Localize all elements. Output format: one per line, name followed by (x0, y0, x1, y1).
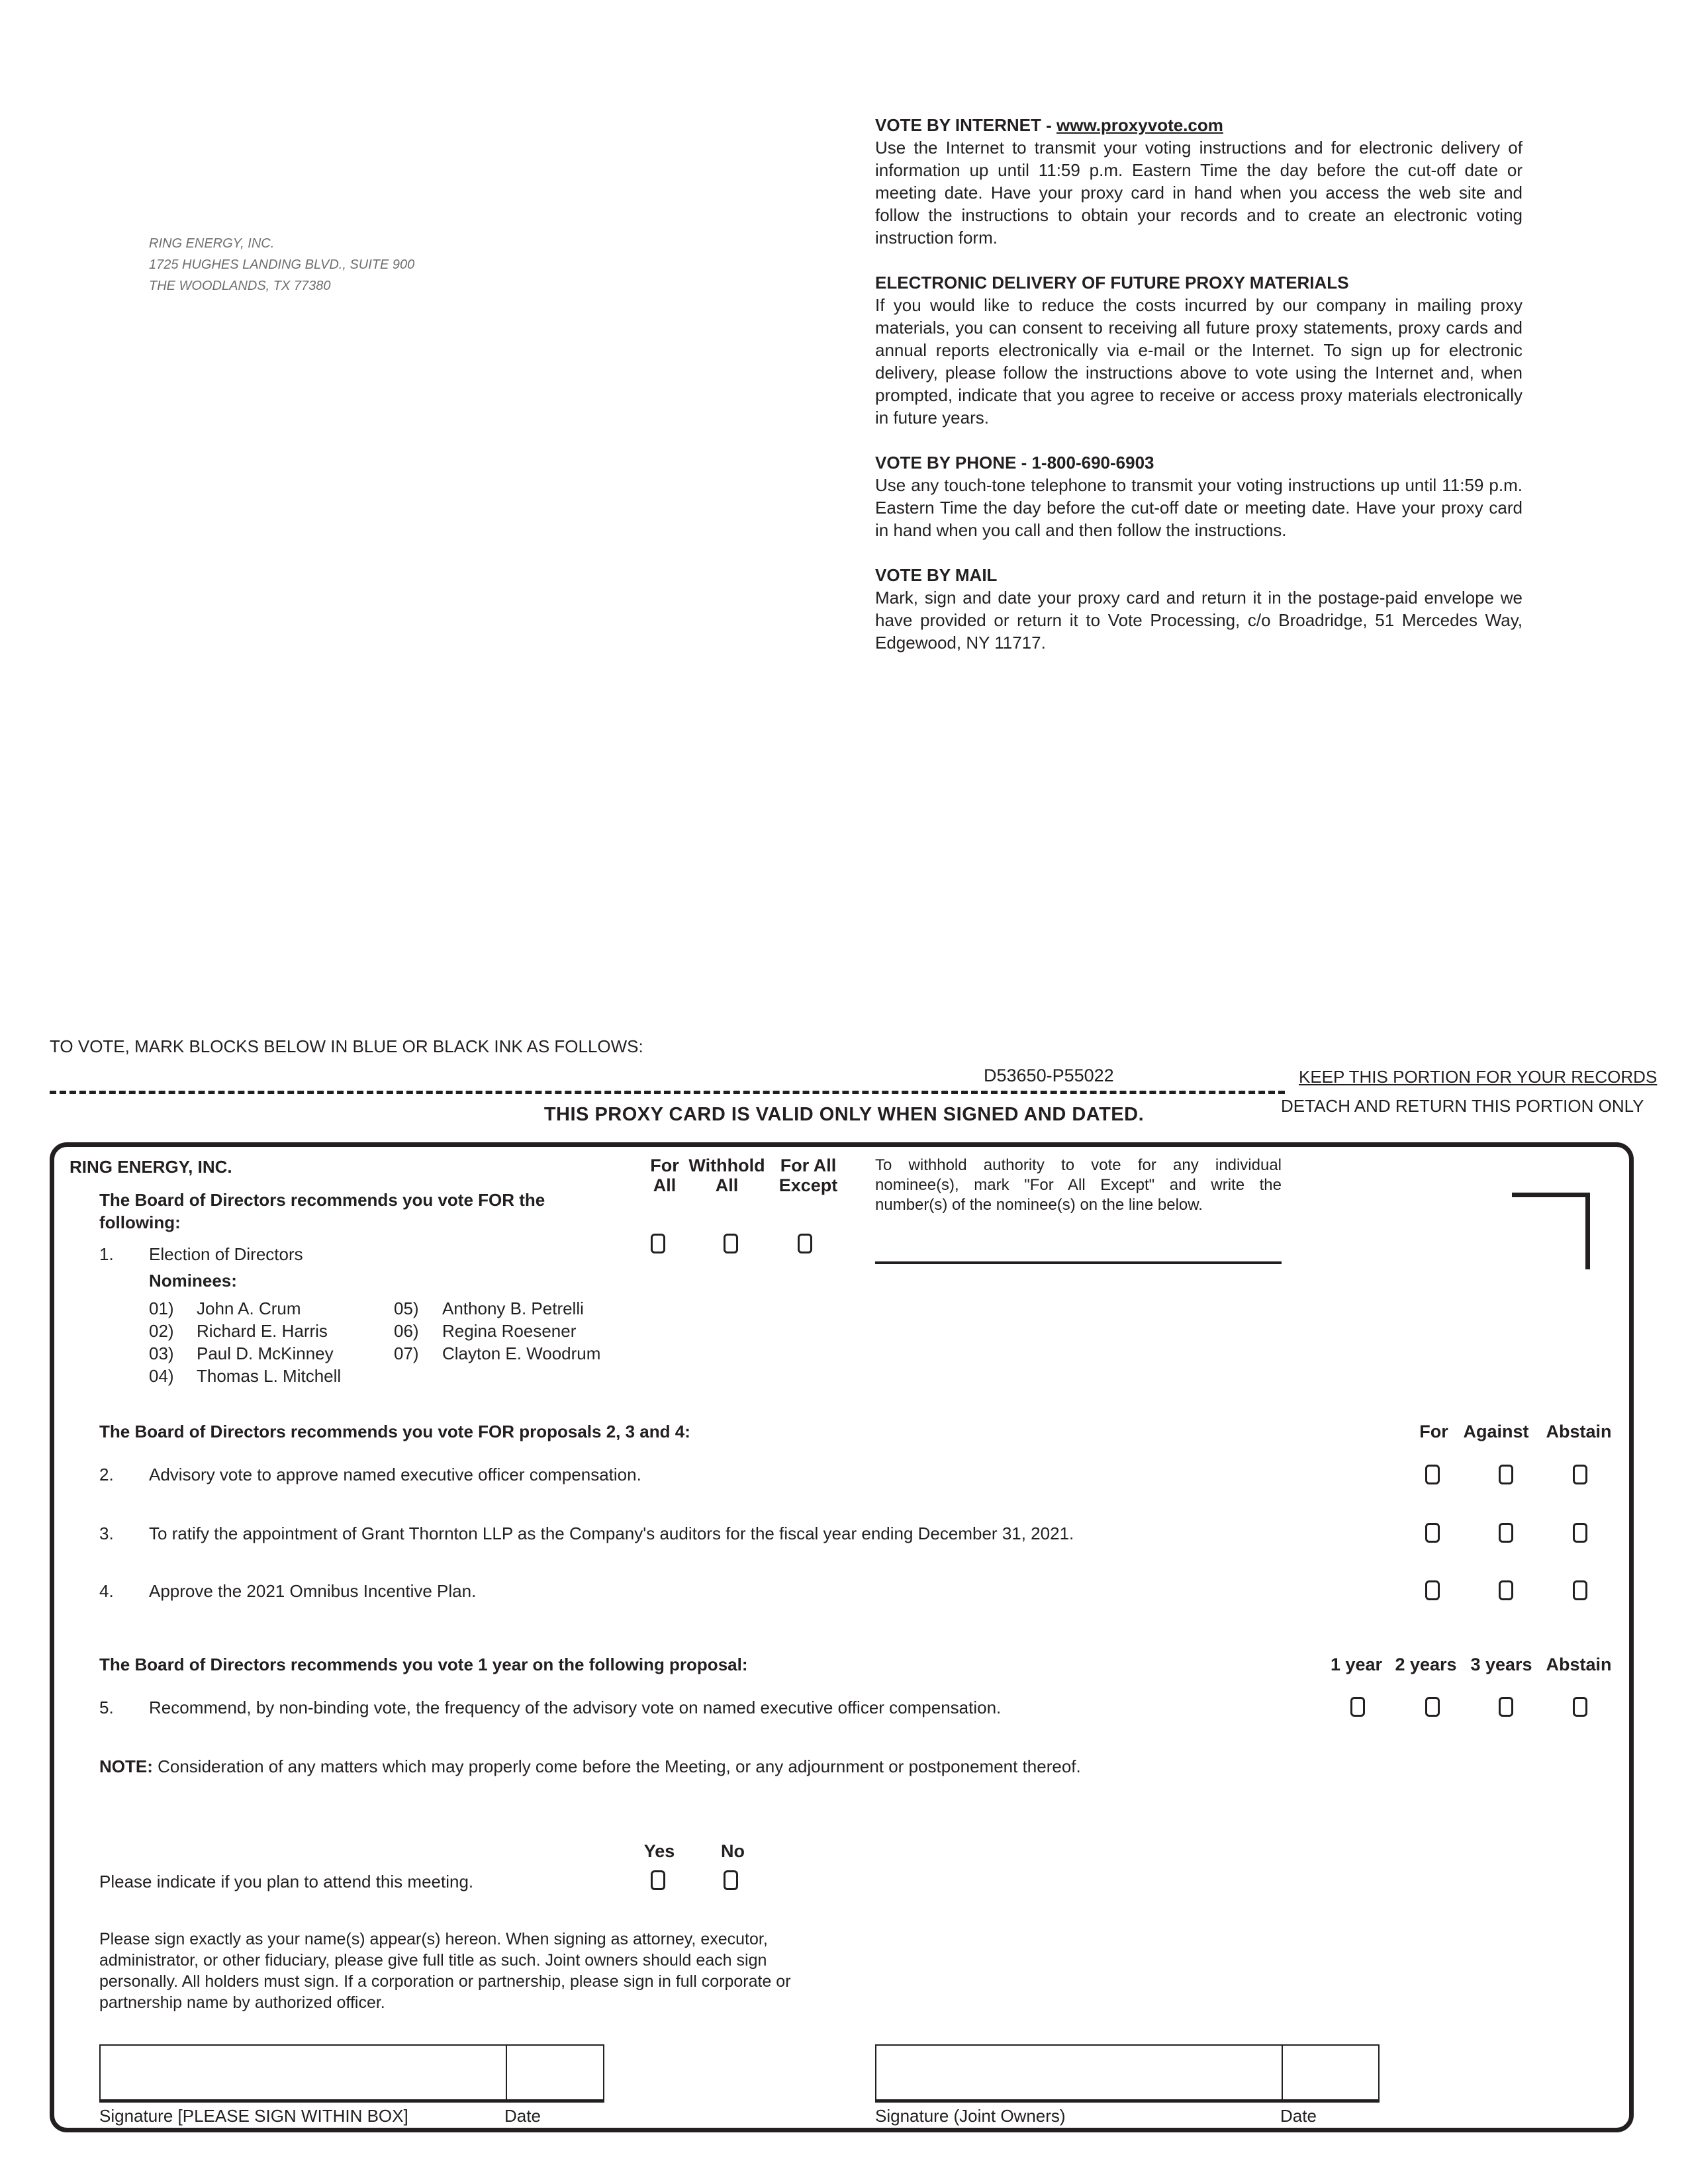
nominee-num: 05) (394, 1298, 419, 1318)
checkbox-attend-yes[interactable] (651, 1870, 665, 1890)
date-label: Date (504, 2106, 541, 2126)
joint-signature-date-divider (1282, 2046, 1283, 2099)
nominee-name: Regina Roesener (442, 1321, 577, 1341)
nominee-num: 07) (394, 1343, 419, 1363)
nominee-name: Clayton E. Woodrum (442, 1343, 601, 1363)
detach-line (50, 1091, 1285, 1094)
vote-by-mail (875, 564, 1523, 654)
checkbox-for-all[interactable] (651, 1234, 665, 1253)
col-withhold-all: Withhold All (688, 1156, 765, 1195)
joint-signature-box[interactable] (875, 2044, 1380, 2103)
sender-street: 1725 HUGHES LANDING BLVD., SUITE 900 (149, 257, 415, 272)
internet-body: Use the Internet to transmit your voting instructions and for electronic delivery of information up until 11:59 p.m. Eastern Time the day before the cut-off date or meeting date. Have your proxy card in hand when you access the web site and follow the instructions to obtain your records and to create an electronic voting instruction form. (875, 138, 1523, 248)
item1-text: Election of Directors (149, 1244, 303, 1264)
checkbox-withhold-all[interactable] (724, 1234, 738, 1253)
vote-by-phone (875, 451, 1523, 541)
keep-portion-label: KEEP THIS PORTION FOR YOUR RECORDS (1299, 1067, 1658, 1087)
proposal-3-text: To ratify the appointment of Grant Thornton LLP as the Company's auditors for the fiscal year ending December 31, 2021. (149, 1524, 1074, 1543)
nominee-num: 03) (149, 1343, 174, 1363)
checkbox-proposal4-abstain[interactable] (1573, 1580, 1587, 1600)
nominee-num: 02) (149, 1321, 174, 1341)
board-recommendation-2: The Board of Directors recommends you vote FOR proposals 2, 3 and 4: (99, 1422, 690, 1441)
item1-number: 1. (99, 1244, 114, 1264)
proposal-2-number: 2. (99, 1465, 114, 1484)
proposal-5-number: 5. (99, 1698, 114, 1717)
checkbox-proposal5-1-year[interactable] (1350, 1697, 1365, 1717)
sender-name: RING ENERGY, INC. (149, 236, 275, 251)
proxyvote-link[interactable]: www.proxyvote.com (1056, 115, 1223, 135)
nominee-name: Anthony B. Petrelli (442, 1298, 584, 1318)
signature-label: Signature [PLEASE SIGN WITHIN BOX] (99, 2106, 408, 2126)
checkbox-for-all-except[interactable] (798, 1234, 812, 1253)
proposal-4-text: Approve the 2021 Omnibus Incentive Plan. (149, 1581, 477, 1601)
checkbox-proposal2-for[interactable] (1425, 1465, 1440, 1484)
board-recommendation-3: The Board of Directors recommends you vote 1 year on the following proposal: (99, 1655, 748, 1674)
registration-corner-mark (1512, 1193, 1590, 1269)
checkbox-proposal3-for[interactable] (1425, 1523, 1440, 1543)
electronic-delivery (875, 271, 1523, 429)
mail-heading: VOTE BY MAIL (875, 565, 998, 585)
col-yes: Yes (643, 1841, 675, 1861)
withhold-note: To withhold authority to vote for any individual nominee(s), mark "For All Except" and write the number(s) of the nominee(s) on the line below. (875, 1156, 1282, 1214)
checkbox-proposal4-against[interactable] (1499, 1580, 1513, 1600)
joint-date-label: Date (1280, 2106, 1317, 2126)
nominee-name: John A. Crum (197, 1298, 301, 1318)
note-text: Consideration of any matters which may properly come before the Meeting, or any adjournment or postponement thereof. (152, 1756, 1081, 1776)
proposal-3-number: 3. (99, 1524, 114, 1543)
checkbox-proposal5-3-years[interactable] (1499, 1697, 1513, 1717)
proposal-4-number: 4. (99, 1581, 114, 1601)
checkbox-proposal4-for[interactable] (1425, 1580, 1440, 1600)
detach-portion-label: DETACH AND RETURN THIS PORTION ONLY (1281, 1096, 1644, 1116)
nominee-exception-line[interactable] (875, 1261, 1282, 1264)
checkbox-proposal2-abstain[interactable] (1573, 1465, 1587, 1484)
checkbox-proposal3-abstain[interactable] (1573, 1523, 1587, 1543)
col-abstain-frequency: Abstain (1546, 1655, 1612, 1674)
proposal-5-text: Recommend, by non-binding vote, the frequency of the advisory vote on named executive officer compensation. (149, 1698, 1002, 1717)
checkbox-proposal5-2-years[interactable] (1425, 1697, 1440, 1717)
nominee-name: Paul D. McKinney (197, 1343, 334, 1363)
col-1-year: 1 year (1330, 1655, 1383, 1674)
nominee-num: 01) (149, 1298, 174, 1318)
nominee-num: 04) (149, 1366, 174, 1386)
col-no: No (721, 1841, 745, 1861)
note-label: NOTE: (99, 1756, 153, 1776)
mail-body: Mark, sign and date your proxy card and return it in the postage-paid envelope we have provided or return it to Vote Processing, c/o Broadridge, 51 Mercedes Way, Edgewood, NY 11717. (875, 588, 1523, 653)
col-for-all: For All (650, 1156, 679, 1195)
joint-signature-label: Signature (Joint Owners) (875, 2106, 1066, 2126)
vote-by-internet (875, 114, 1523, 249)
col-against: Against (1463, 1422, 1529, 1441)
attend-question: Please indicate if you plan to attend this meeting. (99, 1872, 474, 1891)
validity-notice: THIS PROXY CARD IS VALID ONLY WHEN SIGNED AND DATED. (543, 1104, 1145, 1125)
col-abstain: Abstain (1546, 1422, 1612, 1441)
checkbox-proposal3-against[interactable] (1499, 1523, 1513, 1543)
electronic-heading: ELECTRONIC DELIVERY OF FUTURE PROXY MATERIALS (875, 273, 1349, 293)
col-2-years: 2 years (1395, 1655, 1457, 1674)
phone-body: Use any touch-tone telephone to transmit your voting instructions up until 11:59 p.m. Eastern Time the day before the cut-off date or meeting date. Have your proxy card in hand when you call and then follow the instructions. (875, 475, 1523, 540)
signing-instructions: Please sign exactly as your name(s) appear(s) hereon. When signing as attorney, executor, administrator, or other fiduciary, please give full title as such. Joint owners should each sign personally. All holders must sign. If a corporation or partnership, please sign in full corporate or partnership name by authorized officer. (99, 1930, 791, 2012)
board-recommendation-1: The Board of Directors recommends you vote FOR the following: (99, 1190, 545, 1232)
col-3-years: 3 years (1470, 1655, 1532, 1674)
nominee-num: 06) (394, 1321, 419, 1341)
checkbox-proposal5-abstain[interactable] (1573, 1697, 1587, 1717)
electronic-body: If you would like to reduce the costs incurred by our company in mailing proxy materials, you can consent to receiving all future proxy statements, proxy cards and annual reports electronically via e-mail or the Internet. To sign up for electronic delivery, please follow the instructions above to vote using the Internet and, when prompted, indicate that you agree to receive or access proxy materials electronically in future years. (875, 295, 1523, 428)
nominees-label: Nominees: (149, 1271, 237, 1291)
col-for: For (1419, 1422, 1448, 1441)
sender-city: THE WOODLANDS, TX 77380 (149, 279, 331, 293)
return-address (149, 233, 414, 296)
card-company: RING ENERGY, INC. (70, 1157, 232, 1177)
checkbox-proposal2-against[interactable] (1499, 1465, 1513, 1484)
checkbox-attend-no[interactable] (724, 1870, 738, 1890)
voting-instructions (875, 114, 1523, 676)
signature-box[interactable] (99, 2044, 604, 2103)
phone-heading: VOTE BY PHONE - 1-800-690-6903 (875, 453, 1154, 473)
nominee-name: Thomas L. Mitchell (197, 1366, 342, 1386)
nominee-name: Richard E. Harris (197, 1321, 328, 1341)
col-for-all-except: For All Except (778, 1156, 838, 1195)
signature-date-divider (506, 2046, 507, 2099)
control-number: D53650-P55022 (984, 1066, 1114, 1085)
internet-heading: VOTE BY INTERNET - (875, 115, 1056, 135)
note (99, 1755, 1081, 1778)
to-vote-instruction: TO VOTE, MARK BLOCKS BELOW IN BLUE OR BLACK INK AS FOLLOWS: (50, 1036, 643, 1056)
proposal-2-text: Advisory vote to approve named executive officer compensation. (149, 1465, 641, 1484)
